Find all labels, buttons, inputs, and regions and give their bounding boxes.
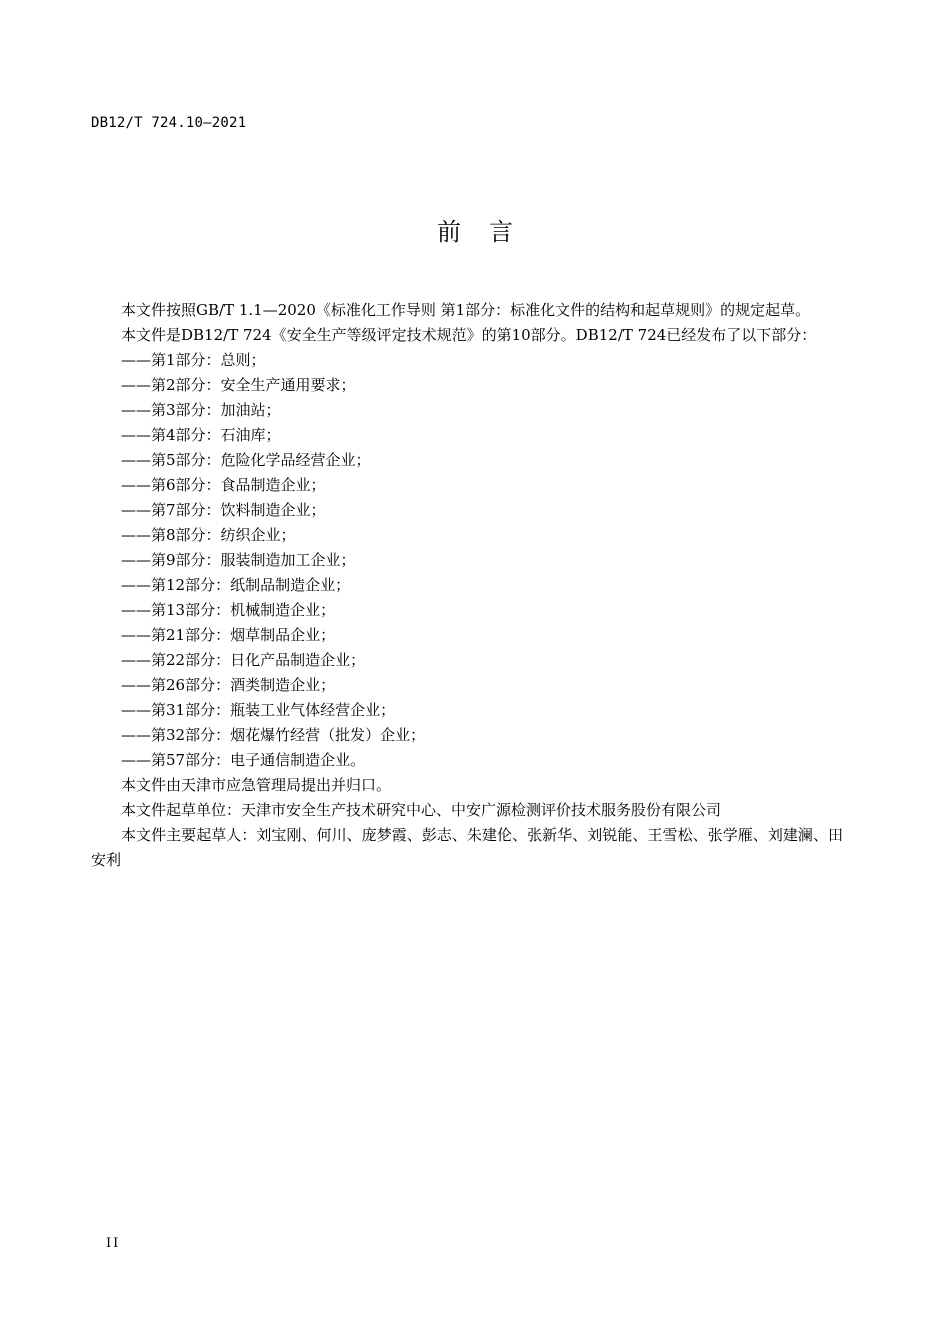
list-item: ——第32部分：烟花爆竹经营（批发）企业； (121, 726, 426, 744)
list-item: ——第9部分：服装制造加工企业； (121, 551, 356, 569)
paragraph-series-intro: 本文件是DB12/T 724《安全生产等级评定技术规范》的第10部分。DB12/T 724已经发布了以下部分： (121, 326, 817, 344)
paragraph-drafters: 本文件主要起草人：刘宝刚、何川、庞梦霞、彭志、朱建伦、张新华、刘锐能、王雪松、张学雁、刘建澜、田安利 (91, 826, 843, 869)
paragraph-drafting-units: 本文件起草单位：天津市安全生产技术研究中心、中安广源检测评价技术服务股份有限公司 (121, 801, 722, 819)
list-item: ——第57部分：电子通信制造企业。 (121, 751, 366, 769)
list-item: ——第7部分：饮料制造企业； (121, 501, 326, 519)
paragraph-proposer: 本文件由天津市应急管理局提出并归口。 (121, 776, 392, 794)
list-item: ——第1部分：总则； (121, 351, 266, 369)
list-item: ——第26部分：酒类制造企业； (121, 676, 336, 694)
foreword-body (91, 298, 843, 873)
list-item: ——第13部分：机械制造企业； (121, 601, 336, 619)
list-item: ——第2部分：安全生产通用要求； (121, 376, 356, 394)
list-item: ——第3部分：加油站； (121, 401, 281, 419)
parts-list (91, 348, 843, 773)
page-number: II (106, 1236, 121, 1251)
list-item: ——第8部分：纺织企业； (121, 526, 296, 544)
list-item: ——第21部分：烟草制品企业； (121, 626, 336, 644)
list-item: ——第4部分：石油库； (121, 426, 281, 444)
list-item: ——第5部分：危险化学品经营企业； (121, 451, 371, 469)
list-item: ——第31部分：瓶装工业气体经营企业； (121, 701, 396, 719)
page-title: 前言 (437, 218, 541, 246)
list-item: ——第6部分：食品制造企业； (121, 476, 326, 494)
paragraph-drafting-basis: 本文件按照GB/T 1.1—2020《标准化工作导则 第1部分：标准化文件的结构和起草规则》的规定起草。 (121, 301, 811, 319)
document-code: DB12/T 724.10—2021 (91, 115, 247, 131)
list-item: ——第12部分：纸制品制造企业； (121, 576, 351, 594)
list-item: ——第22部分：日化产品制造企业； (121, 651, 366, 669)
